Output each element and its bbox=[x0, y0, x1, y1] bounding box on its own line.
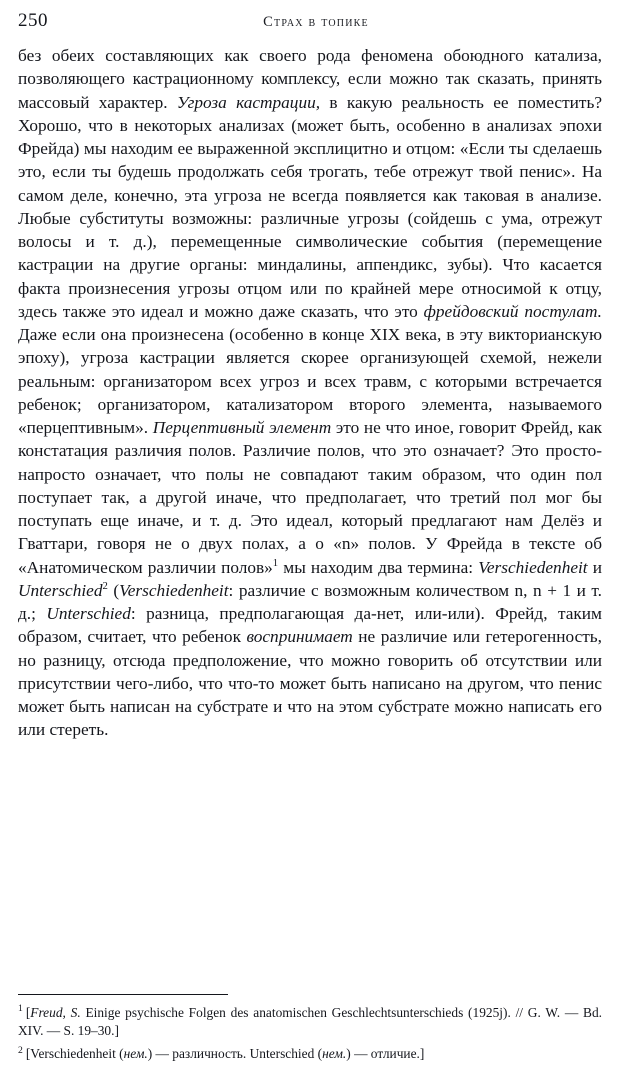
footnotes-section bbox=[18, 994, 602, 1063]
page-header bbox=[18, 10, 602, 38]
footnote-marker: 1 bbox=[18, 1003, 23, 1015]
running-title: Страх в топике bbox=[263, 14, 369, 30]
main-paragraph: без обеих составляющих как своего рода феномена обоюдного катализа, позволяющего кастрационному комплексу, если можно так сказать, принять массовый характер. Угроза кастрации, в какую реальность ее поместить? Хорошо, что в некоторых анализах (может быть, особенно в анализах эпохи Фрейда) мы находим ее выраженной эксплицитно и отцом: «Если ты сделаешь это, если ты будешь продолжать себя трогать, тебе отрежут твой пенис». На самом деле, конечно, эта угроза не всегда появляется как таковая в анализе. Любые субституты возможны: различные угрозы (сойдешь с ума, отрежут волосы и т. д.), перемещенные символические события (перемещение кастрации на другие органы: миндалины, аппендикс, зубы). Что касается факта произнесения угрозы отцом или по крайней мере относимой к отцу, здесь также это идеал и можно даже сказать, что это фрейдовский постулат. Даже если она произнесена (особенно в конце XIX века, в эту викторианскую эпоху), угроза кастрации является скорее организующей схемой, нежели реальным: организатором всех угроз и всех травм, с которыми встречается ребенок; организатором, катализатором второго элемента, называемого «перцептивным». Перцептивный элемент это не что иное, говорит Фрейд, как констатация различия полов. Различие полов, что это означает? Это просто-напросто означает, что полы не совпадают таким образом, что один пол поступает так, а другой иначе, что предполагает, что третий пол мог бы поступать еще иначе, и т. д. Это идеал, который предлагают нам Делёз и Гваттари, говоря не о двух полах, а о «n» полов. У Фрейда в тексте об «Анатомическом различии полов»$^1$ мы находим два термина: Verschiedenheit и Unterschied$^2$ (Verschiedenheit: различие с возможным количеством n, n + 1 и т. д.; Unterschied: разница, предполагающая да-нет, или-или). Фрейд, таким образом, считает, что ребенок воспринимает не различие или гетерогенность, но разницу, отсюда предположение, что можно говорить об отсутствии или присутствии чего-либо, что что-то может быть написано на другом, что пенис может быть написан на субстрате и что на этом субстрате можно написать его или стереть. bbox=[18, 46, 603, 740]
footnote-marker: 2 bbox=[18, 1044, 23, 1056]
body-text bbox=[18, 44, 602, 742]
footnote-item: $^2$ [Verschiedenheit (нем.) — различность. Unterschied (нем.) — отличие.] bbox=[18, 1044, 425, 1062]
page-number: 250 bbox=[18, 10, 48, 31]
footnote-separator-rule bbox=[18, 994, 228, 995]
footnote-item: $^1$ [Freud, S. Einige psychische Folgen des anatomischen Geschlechtsunterschieds (1925j). // G. W. — Bd. XIV. — S. 19–30.] bbox=[18, 1003, 602, 1038]
